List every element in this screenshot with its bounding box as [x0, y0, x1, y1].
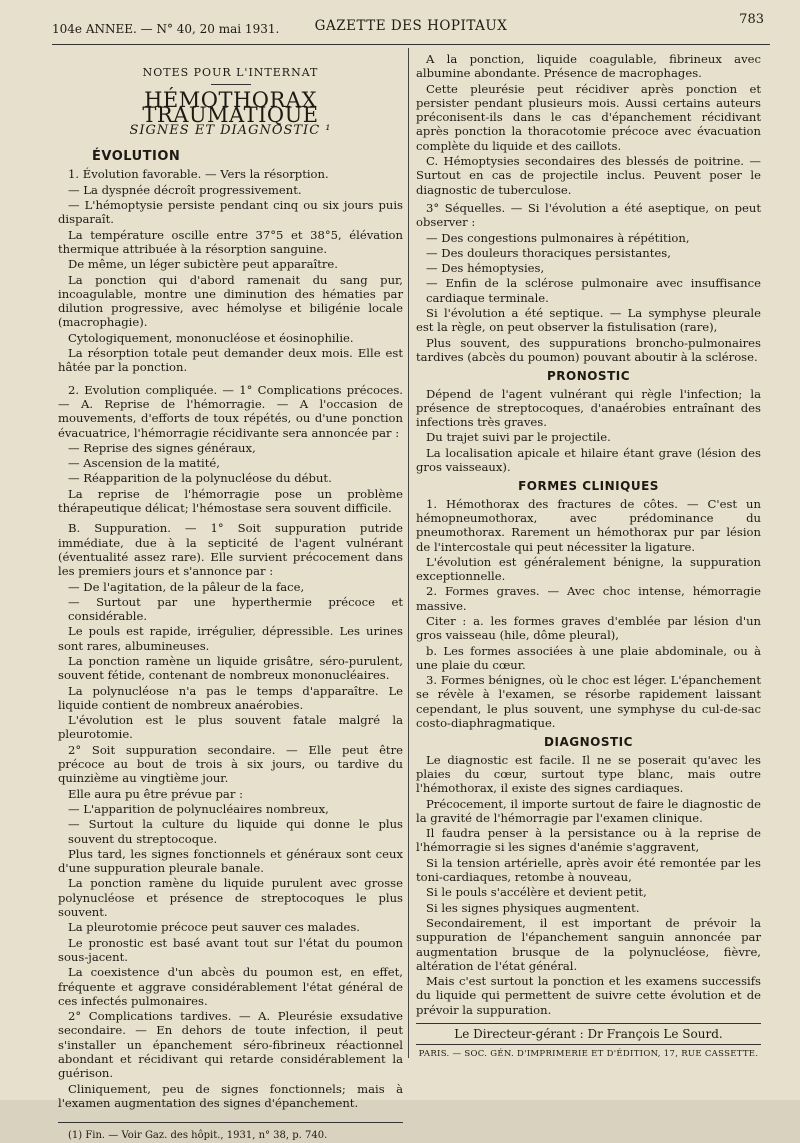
list-item: — Des congestions pulmonaires à répétition,	[426, 230, 690, 245]
list-item: — Reprise des signes généraux,	[68, 440, 256, 455]
paragraph: 2. Formes graves. — Avec choc intense, hémorragie massive.	[416, 584, 761, 613]
paragraph: — La dyspnée décroît progressivement.	[68, 182, 302, 197]
footnote-rule	[58, 1122, 403, 1123]
paragraph: Le diagnostic est facile. Il ne se poserait qu'avec les plaies du cœur, surtout type blanc, mais outre l'hémothorax, il existe des signes cardiaques.	[416, 752, 761, 796]
issue-info: 104e ANNEE. — N° 40, 20 mai 1931.	[52, 22, 280, 36]
list-item: — De l'agitation, de la pâleur de la face,	[68, 579, 305, 594]
list-item: — Surtout la culture du liquide qui donne le plus souvent du streptocoque.	[68, 817, 403, 846]
paragraph: Si la tension artérielle, après avoir été remontée par les toni-cardiaques, retombe à nouveau,	[416, 855, 761, 885]
paragraph: b. Les formes associées à une plaie abdominale, ou à une plaie du cœur.	[416, 643, 761, 672]
page-header	[52, 14, 770, 40]
section-kicker: NOTES POUR L'INTERNAT	[142, 66, 319, 79]
paragraph: Du trajet suivi par le projectile.	[426, 430, 611, 445]
paragraph: L'évolution est le plus souvent fatale malgré la pleurotomie.	[58, 713, 403, 742]
paragraph: C. Hémoptysies secondaires des blessés de poitrine. — Surtout en cas de projectile inclus. Peuvent poser le diagnostic de tuberculose.	[416, 154, 761, 197]
paragraph: La coexistence d'un abcès du poumon est, en effet, fréquente et aggrave considérablement l'état général de ces infectés pulmonaires.	[58, 965, 403, 1008]
paragraph: Cliniquement, peu de signes fonctionnels; mais à l'examen augmentation des signes d'épanchement.	[58, 1081, 403, 1110]
paragraph: Citer : a. les formes graves d'emblée par lésion d'un gros vaisseau (hile, dôme pleural),	[416, 613, 761, 643]
paragraph: La ponction ramène un liquide grisâtre, séro-purulent, souvent fétide, contenant de nombreux mononucléaires.	[58, 653, 403, 683]
list-item: — Enfin de la sclérose pulmonaire avec insuffisance cardiaque terminale.	[426, 276, 761, 305]
paragraph: La pleurotomie précoce peut sauver ces malades.	[68, 920, 360, 935]
list-item: — L'apparition de polynucléaires nombreux,	[68, 801, 329, 816]
paragraph: Secondairement, il est important de prévoir la suppuration de l'épanchement sanguin annoncée par augmentation brusque de la polynucléose, fièvre, altération de l'état général.	[416, 915, 761, 973]
heading-diagnostic: DIAGNOSTIC	[544, 735, 633, 750]
paragraph: 3. Formes bénignes, où le choc est léger. L'épanchement se révèle à l'examen, se résorbe rapidement laissant cependant, le plus souvent, une symphyse du cul-de-sac costo-diaphragmatique.	[416, 673, 761, 731]
paragraph: 1. Hémothorax des fractures de côtes. — C'est un hémopneumothorax, avec prédominance du pneumothorax. Rarement un hémothorax pur par lésion de l'intercostale qui peut nécessiter la ligature.	[416, 496, 761, 554]
paragraph: 2° Soit suppuration secondaire. — Elle peut être précoce au bout de trois à six jours, ou tardive du quinzième au vingtième jour.	[58, 742, 403, 786]
paragraph: 2° Complications tardives. — A. Pleurésie exsudative secondaire. — En dehors de toute infection, il peut s'installer un épanchement séro-fibrineux réactionnel abondant et récidivant qui retarde considérablement la guérison.	[58, 1009, 403, 1081]
paragraph: Précocement, il importe surtout de faire le diagnostic de la gravité de l'hémorragie par l'examen clinique.	[416, 796, 761, 825]
paragraph: La résorption totale peut demander deux mois. Elle est hâtée par la ponction.	[58, 346, 403, 375]
list-item: — Surtout par une hyperthermie précoce et considérable.	[68, 594, 403, 624]
paragraph: La ponction qui d'abord ramenait du sang pur, incoagulable, montre une diminution des hématies par dilution progressive, avec hémolyse et biligénie locale (macrophagie).	[58, 272, 403, 330]
paragraph: La reprise de l'hémorragie pose un problème thérapeutique délicat; l'hémostase sera souvent difficile.	[58, 486, 403, 516]
paragraph: 3° Séquelles. — Si l'évolution a été aseptique, on peut observer :	[416, 200, 761, 230]
paragraph: La localisation apicale et hilaire étant grave (lésion des gros vaisseaux).	[416, 445, 761, 475]
paragraph: Il faudra penser à la persistance ou à la reprise de l'hémorragie si les signes d'anémie s'aggravent,	[416, 826, 761, 855]
paragraph: Plus tard, les signes fonctionnels et généraux sont ceux d'une suppuration pleurale banale.	[58, 846, 403, 876]
header-rule	[52, 44, 770, 45]
left-column	[58, 52, 403, 1142]
heading-pronostic: PRONOSTIC	[546, 369, 631, 384]
paragraph: Cytologiquement, mononucléose et éosinophilie.	[68, 330, 354, 345]
paragraph: Elle aura pu être prévue par :	[68, 786, 243, 801]
paragraph: Plus souvent, des suppurations broncho-pulmonaires tardives (abcès du poumon) pouvant aboutir à la sclérose.	[416, 335, 761, 364]
paragraph: La polynucléose n'a pas le temps d'apparaître. Le liquide contient de nombreux anaérobies.	[58, 683, 403, 712]
paragraph: Mais c'est surtout la ponction et les examens successifs du liquide qui permettent de suivre cette évolution et de prévoir la suppuration.	[416, 974, 761, 1017]
director-signature: Le Directeur-gérant : Dr François Le Sourd.	[416, 1023, 761, 1041]
footnote: (1) Fin. — Voir Gaz. des hôpit., 1931, n° 38, p. 740.	[68, 1130, 328, 1142]
paragraph: Le pronostic est basé avant tout sur l'état du poumon sous-jacent.	[58, 935, 403, 964]
paragraph: La ponction ramène du liquide purulent avec grosse polynucléose et présence de streptocoques le plus souvent.	[58, 876, 403, 920]
list-item: — Ascension de la matité,	[68, 456, 220, 471]
list-item: — Des douleurs thoraciques persistantes,	[426, 245, 671, 260]
paragraph: 2. Evolution compliquée. — 1° Complications précoces. — A. Reprise de l'hémorragie. — A l'occasion de mouvements, d'efforts de toux répétés, ou d'une ponction évacuatrice, l'hémorragie récidivante sera annoncée par :	[58, 382, 403, 440]
page-number: 783	[739, 12, 764, 27]
paragraph: — L'hémoptysie persiste pendant cinq ou six jours puis disparaît.	[58, 198, 403, 227]
column-divider	[408, 48, 409, 1058]
list-item: — Réapparition de la polynucléose du début.	[68, 471, 332, 486]
paragraph: Cette pleurésie peut récidiver après ponction et persister pendant plusieurs mois. Aussi certains auteurs préconisent-ils dans le cas d'épanchement récidivant après ponction la thoracotomie précoce avec évacuation complète du liquide et des caillots.	[416, 81, 761, 153]
list-item: — Des hémoptysies,	[426, 261, 545, 276]
printer-imprint: PARIS. — SOC. GÉN. D'IMPRIMERIE ET D'ÉDITION, 17, RUE CASSETTE.	[416, 1044, 761, 1061]
paragraph: Si l'évolution a été septique. — La symphyse pleurale est la règle, on peut observer la fistulisation (rare),	[416, 306, 761, 335]
heading-formes-cliniques: FORMES CLINIQUES	[518, 479, 659, 494]
article-title: HÉMOTHORAX TRAUMATIQUE	[142, 88, 319, 127]
heading-evolution: ÉVOLUTION	[92, 149, 181, 165]
paragraph: La température oscille entre 37°5 et 38°5, élévation thermique attribuée à la résorption sanguine.	[58, 227, 403, 256]
paragraph: 1. Évolution favorable. — Vers la résorption.	[68, 167, 329, 182]
journal-title: GAZETTE DES HOPITAUX	[314, 18, 508, 34]
kicker-rule	[211, 84, 251, 85]
paragraph: L'évolution est généralement bénigne, la suppuration exceptionnelle.	[416, 554, 761, 584]
right-column	[416, 52, 761, 1060]
paragraph: Dépend de l'agent vulnérant qui règle l'infection; la présence de streptocoques, d'anaérobies entraînant des infections très graves.	[416, 386, 761, 430]
paragraph: De même, un léger subictère peut apparaître.	[68, 257, 338, 272]
paragraph: Si les signes physiques augmentent.	[426, 900, 640, 915]
paragraph: Le pouls est rapide, irrégulier, dépressible. Les urines sont rares, albumineuses.	[58, 624, 403, 653]
paragraph: A la ponction, liquide coagulable, fibrineux avec albumine abondante. Présence de macrophages.	[416, 52, 761, 81]
paragraph: B. Suppuration. — 1° Soit suppuration putride immédiate, due à la septicité de l'agent vulnérant (éventualité assez rare). Elle survient précocement dans les premiers jours et s'annonce par :	[58, 521, 403, 579]
article-subtitle: SIGNES ET DIAGNOSTIC ¹	[129, 122, 332, 138]
paragraph: Si le pouls s'accélère et devient petit,	[426, 885, 647, 900]
